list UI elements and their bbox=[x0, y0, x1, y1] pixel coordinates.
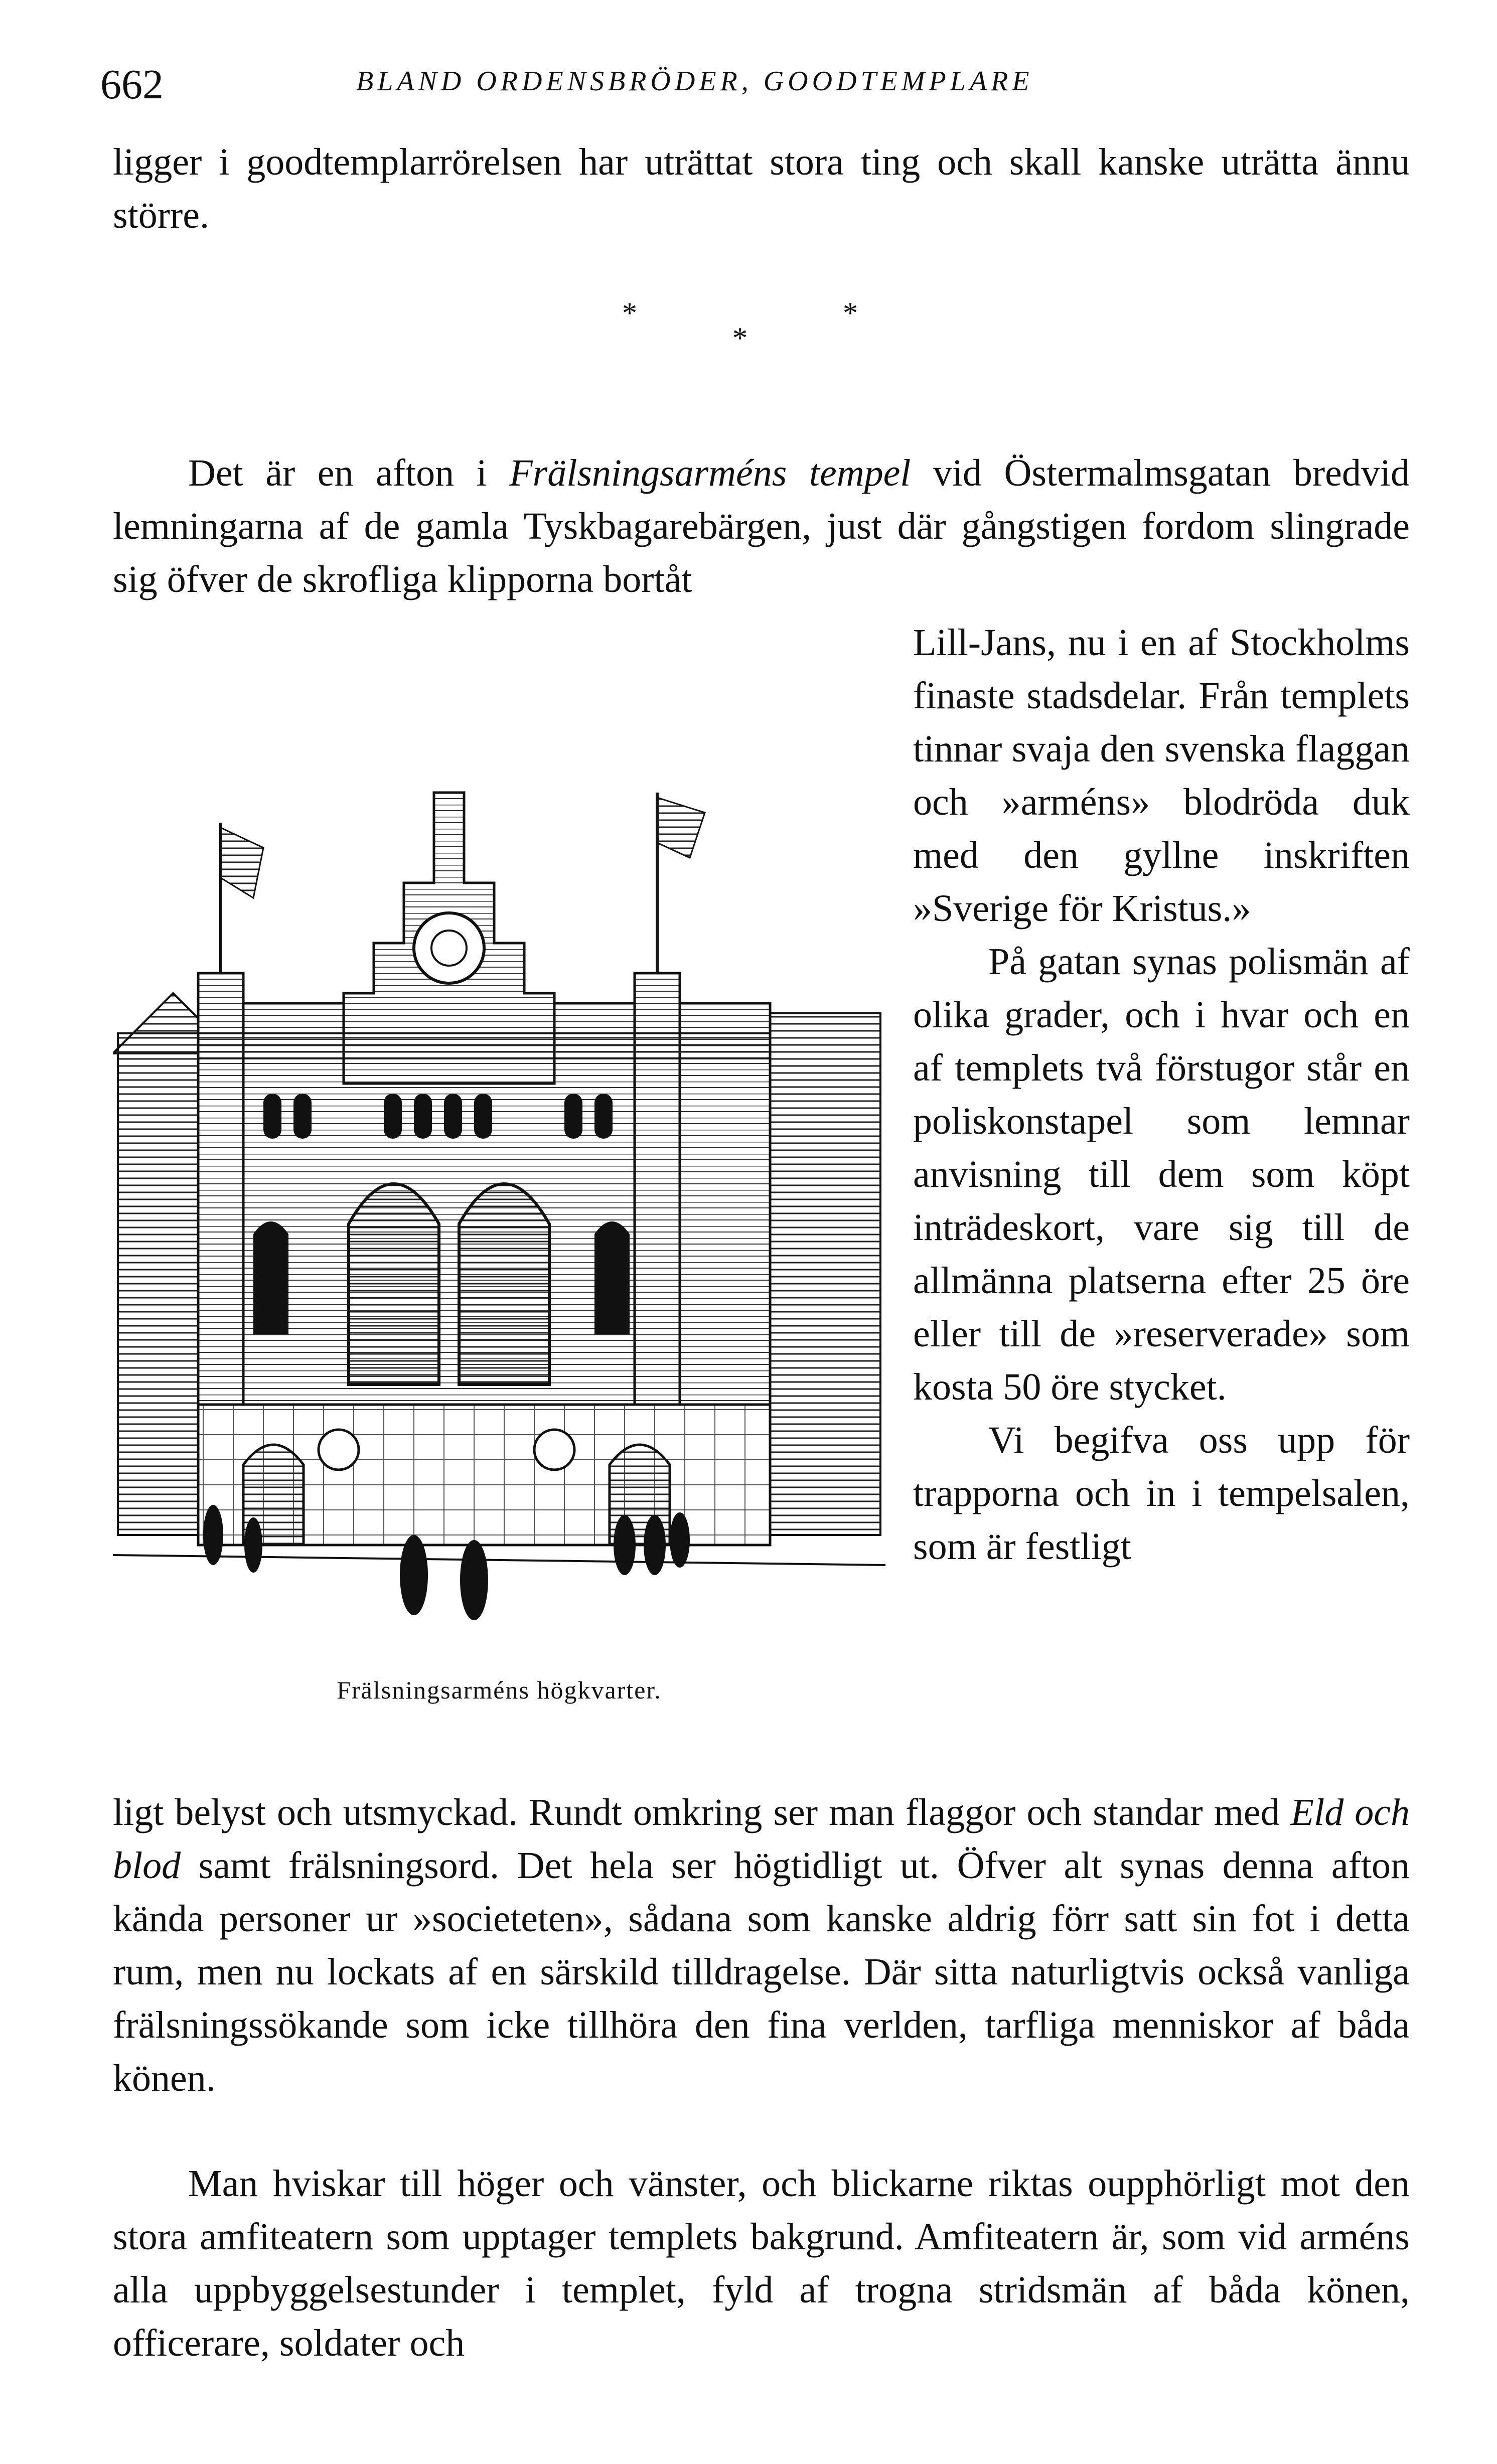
text-column bbox=[913, 616, 1410, 1573]
intro-paragraph: ligger i goodtemplarrörelsen har uträttat stora ting och skall kanske uträtta ännu större. bbox=[113, 141, 1410, 236]
continuation-paragraph bbox=[113, 1786, 1410, 2105]
text-run: ligt belyst och utsmyckad. Rundt omkring ser man flaggor och standar med bbox=[113, 1791, 1291, 1833]
page-number: 662 bbox=[100, 61, 164, 108]
text-run: vid Östermalmsgatan bredvid lemningarna af de gamla Tyskbagarebärgen, just där gångstigen fordom slingrade sig öfver de skrofliga klipporna bortåt bbox=[113, 452, 1410, 600]
column-paragraph: På gatan synas polismän af olika grader, och i hvar och en af templets två förstugor står en poliskonstapel som lemnar anvisning till dem som köpt inträdeskort, vare sig till de allmänna platserna efter 25 öre eller till de »reserverade» som kosta 50 öre stycket. bbox=[913, 941, 1410, 1408]
text-run: Det är en afton i bbox=[188, 452, 510, 494]
text-run: samt frälsningsord. Det hela ser högtidligt ut. Öfver alt synas denna afton kända personer ur »societeten», sådana som kanske aldrig förr satt sin fot i detta rum, men nu lockats af en särskild tilldragelse. Där sitta naturligtvis också vanliga frälsningssökande som icke tillhöra den fina verlden, tarfliga menniskor af båda könen. bbox=[113, 1844, 1410, 2099]
separator-star: * bbox=[622, 296, 637, 330]
separator-star: * bbox=[843, 296, 858, 330]
figure-caption: Frälsningsarméns högkvarter. bbox=[337, 1676, 662, 1704]
figure bbox=[113, 732, 885, 1704]
separator-star: * bbox=[732, 322, 747, 355]
running-title: BLAND ORDENSBRÖDER, GOODTEMPLARE bbox=[356, 66, 1033, 97]
italic-run: Eld och blod bbox=[113, 1791, 1410, 1887]
column-paragraph: Lill-Jans, nu i en af Stockholms finaste stadsdelar. Från templets tinnar svaja den svenska flaggan och »arméns» blodröda duk med den gyllne inskriften »Sverige för Kristus.» bbox=[913, 622, 1410, 930]
column-paragraph: Vi begifva oss upp för trapporna och in i tempelsalen, som är festligt bbox=[913, 1419, 1410, 1568]
temple-engraving bbox=[113, 732, 885, 1625]
section-opening-paragraph bbox=[113, 446, 1410, 606]
section-separator bbox=[592, 296, 893, 356]
final-paragraph: Man hviskar till höger och vänster, och blickarne riktas oupphörligt mot den stora amfiteatern som upptager templets bakgrund. Amfiteatern är, som vid arméns alla uppbyggelsestunder i templet, fyld af trogna stridsmän af båda könen, officerare, soldater och bbox=[113, 2163, 1410, 2364]
italic-run: Frälsningsarméns tempel bbox=[509, 452, 911, 494]
running-head bbox=[100, 60, 1405, 115]
